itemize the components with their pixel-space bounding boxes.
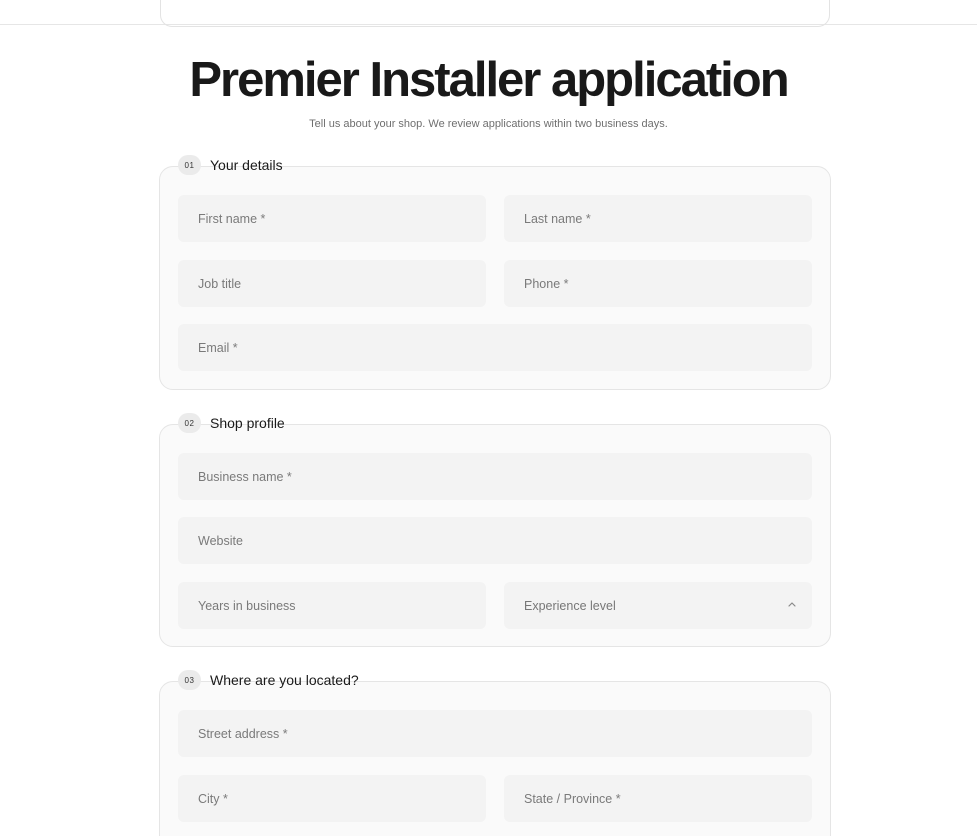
section-title: Shop profile xyxy=(210,415,285,431)
city-field[interactable] xyxy=(178,775,486,822)
years-in-business-field[interactable] xyxy=(178,582,486,629)
section-header-location xyxy=(178,670,359,690)
job-title-input[interactable] xyxy=(198,260,486,307)
state-province-field[interactable] xyxy=(504,775,812,822)
first-name-input[interactable] xyxy=(198,195,486,242)
street-address-field[interactable] xyxy=(178,710,812,757)
email-input[interactable] xyxy=(198,324,812,371)
step-badge: 01 xyxy=(178,155,201,175)
step-badge: 02 xyxy=(178,413,201,433)
business-name-field[interactable] xyxy=(178,453,812,500)
experience-level-placeholder: Experience level xyxy=(524,598,616,613)
page-subtitle: Tell us about your shop. We review applications within two business days. xyxy=(309,118,668,130)
website-field[interactable] xyxy=(178,517,812,564)
section-header-shop-profile xyxy=(178,413,285,433)
experience-level-select[interactable] xyxy=(504,582,812,629)
business-name-input[interactable] xyxy=(198,453,812,500)
city-input[interactable] xyxy=(198,775,486,822)
phone-field[interactable] xyxy=(504,260,812,307)
previous-card-edge xyxy=(160,0,830,27)
last-name-field[interactable] xyxy=(504,195,812,242)
street-address-input[interactable] xyxy=(198,710,812,757)
page-title: Premier Installer application xyxy=(189,53,788,107)
chevron-up-icon[interactable] xyxy=(786,598,798,610)
website-input[interactable] xyxy=(198,517,812,564)
phone-input[interactable] xyxy=(524,260,812,307)
section-title: Your details xyxy=(210,157,283,173)
email-field[interactable] xyxy=(178,324,812,371)
step-badge: 03 xyxy=(178,670,201,690)
first-name-field[interactable] xyxy=(178,195,486,242)
state-province-input[interactable] xyxy=(524,775,812,822)
years-in-business-input[interactable] xyxy=(198,582,486,629)
section-title: Where are you located? xyxy=(210,672,359,688)
last-name-input[interactable] xyxy=(524,195,812,242)
section-header-your-details xyxy=(178,155,283,175)
job-title-field[interactable] xyxy=(178,260,486,307)
